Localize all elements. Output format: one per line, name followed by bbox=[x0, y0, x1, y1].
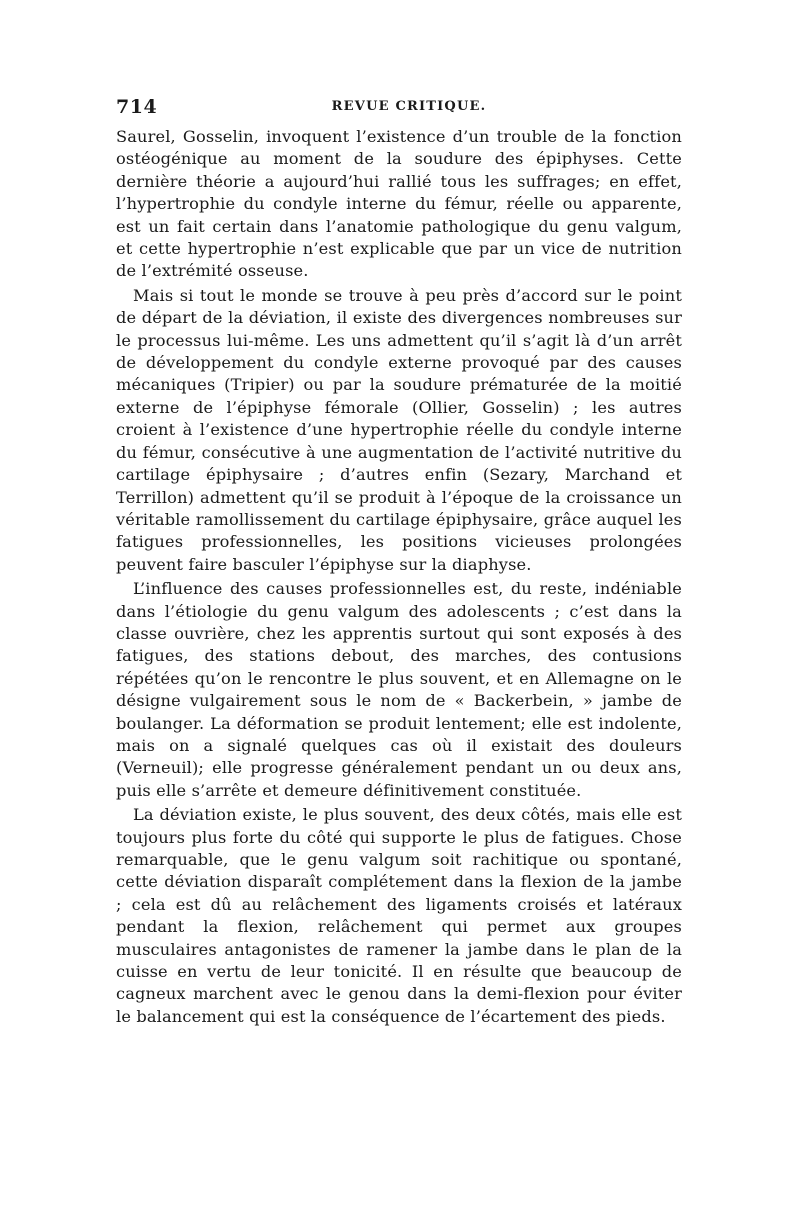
running-title: REVUE CRITIQUE. bbox=[331, 99, 487, 114]
book-page bbox=[116, 96, 682, 1028]
paragraph-2: Mais si tout le monde se trouve à peu près d’accord sur le point de départ de la déviation, il existe des divergences nombreuses sur le processus lui-même. Les uns admettent qu’il s’agit là d’un arrêt de développement du condyle externe provoqué par des causes mécaniques (Tripier) ou par la soudure prématurée de la moitié externe de l’épiphyse fémorale (Ollier, Gosselin) ; les autres croient à l’existence d’une hypertrophie réelle du condyle interne du fémur, consécutive à une augmentation de l’activité nutritive du cartilage épiphysaire ; d’autres enfin (Sezary, Marchand et Terrillon) admettent qu’il se produit à l’époque de la croissance un véritable ramollissement du cartilage épiphysaire, grâce auquel les fatigues professionnelles, les positions vicieuses prolongées peuvent faire basculer l’épiphyse sur la diaphyse. bbox=[116, 285, 682, 574]
paragraph-3: L’influence des causes professionnelles est, du reste, indéniable dans l’étiologie du genu valgum des adolescents ; c’est dans la classe ouvrière, chez les apprentis surtout qui sont exposés à des fatigues, des stations debout, des marches, des contusions répétées qu’on le rencontre le plus souvent, et en Allemagne on le désigne vulgairement sous le nom de « Backerbein, » jambe de boulanger. La déformation se produit lentement; elle est indolente, mais on a signalé quelques cas où il existait des douleurs (Verneuil); elle progresse généralement pendant un ou deux ans, puis elle s’arrête et demeure définitivement constituée. bbox=[116, 579, 682, 800]
page-number: 714 bbox=[116, 96, 158, 118]
body-text bbox=[116, 126, 682, 1028]
paragraph-4: La déviation existe, le plus souvent, des deux côtés, mais elle est toujours plus forte du côté qui supporte le plus de fatigues. Chose remarquable, que le genu valgum soit rachitique ou spontané, cette déviation disparaît complétement dans la flexion de la jambe ; cela est dû au relâchement des ligaments croisés et latéraux pendant la flexion, relâchement qui permet aux groupes musculaires antagonistes de ramener la jambe dans le plan de la cuisse en vertu de leur tonicité. Il en résulte que beaucoup de cagneux marchent avec le genou dans la demi-flexion pour éviter le balancement qui est la conséquence de l’écartement des pieds. bbox=[116, 805, 682, 1026]
paragraph-1: Saurel, Gosselin, invoquent l’existence d’un trouble de la fonction ostéogénique au moment de la soudure des épiphyses. Cette dernière théorie a aujourd’hui rallié tous les suffrages; en effet, l’hypertrophie du condyle interne du fémur, réelle ou apparente, est un fait certain dans l’anatomie pathologique du genu valgum, et cette hypertrophie n’est explicable que par un vice de nutrition de l’extrémité osseuse. bbox=[116, 127, 682, 281]
running-head bbox=[116, 96, 682, 126]
